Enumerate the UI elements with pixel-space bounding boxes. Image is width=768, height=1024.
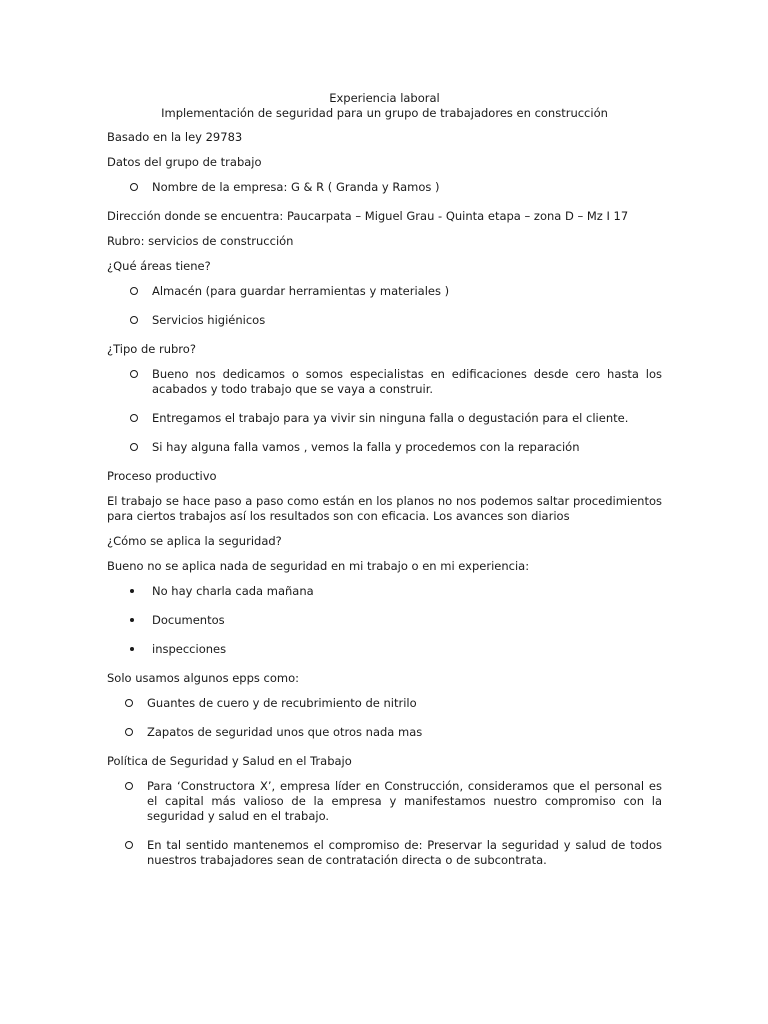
ring-bullet-icon — [125, 728, 133, 736]
seguridad-paragraph: Bueno no se aplica nada de seguridad en mi trabajo o en mi experiencia: — [107, 559, 530, 573]
ring-bullet-icon — [125, 841, 133, 849]
list-item — [107, 367, 662, 397]
address-text: Dirección donde se encuentra: Paucarpata – Miguel Grau - Quinta etapa – zona D – Mz I 17 — [107, 209, 629, 223]
list-item — [107, 284, 662, 299]
section-heading-politica: Política de Seguridad y Salud en el Trabajo — [107, 754, 352, 768]
list-item-text: Entregamos el trabajo para ya vivir sin ninguna falla o degustación para el cliente. — [152, 411, 629, 425]
ring-bullet-icon — [130, 443, 138, 451]
ring-bullet-icon — [130, 287, 138, 295]
tipo-list — [107, 367, 662, 455]
ring-bullet-icon — [130, 414, 138, 422]
list-item — [107, 613, 662, 628]
epps-list — [107, 696, 662, 740]
dot-bullet-icon — [130, 618, 134, 622]
section-heading-datos: Datos del grupo de trabajo — [107, 155, 262, 169]
list-item-text: Servicios higiénicos — [152, 313, 266, 327]
section-heading-proceso: Proceso productivo — [107, 469, 217, 483]
ring-bullet-icon — [125, 782, 133, 790]
list-item — [107, 584, 662, 599]
list-item-text: Zapatos de seguridad unos que otros nada mas — [147, 725, 423, 739]
dot-bullet-icon — [130, 589, 134, 593]
document-title: Experiencia laboral — [329, 91, 440, 105]
list-item-text: Almacén (para guardar herramientas y materiales ) — [152, 284, 450, 298]
section-heading-seguridad: ¿Cómo se aplica la seguridad? — [107, 534, 282, 548]
list-item-text: En tal sentido mantenemos el compromiso de: Preservar la seguridad y salud de todos nuestros trabajadores sean de contratación directa o de subcontrata. — [147, 838, 662, 867]
list-item-text: inspecciones — [152, 642, 227, 656]
areas-list — [107, 284, 662, 328]
ring-bullet-icon — [130, 316, 138, 324]
list-item — [107, 725, 662, 740]
list-item-text: Si hay alguna falla vamos , vemos la falla y procedemos con la reparación — [152, 440, 580, 454]
list-item — [107, 642, 662, 657]
list-item-text: Para ‘Constructora X’, empresa líder en Construcción, consideramos que el personal es el capital más valioso de la empresa y manifestamos nuestro compromiso con la seguridad y salud en el trabajo. — [147, 779, 662, 823]
ring-bullet-icon — [130, 370, 138, 378]
section-heading-tipo: ¿Tipo de rubro? — [107, 342, 196, 356]
title-block — [107, 91, 662, 121]
list-item — [107, 838, 662, 868]
list-item — [107, 696, 662, 711]
list-item-text: Documentos — [152, 613, 225, 627]
ring-bullet-icon — [125, 699, 133, 707]
list-item-text: Guantes de cuero y de recubrimiento de nitrilo — [147, 696, 417, 710]
epps-intro: Solo usamos algunos epps como: — [107, 671, 300, 685]
proceso-paragraph: El trabajo se hace paso a paso como están en los planos no nos podemos saltar procedimientos para ciertos trabajos así los resultados son con eficacia. Los avances son diarios — [107, 494, 662, 523]
list-item — [107, 313, 662, 328]
list-item — [107, 440, 662, 455]
law-reference: Basado en la ley 29783 — [107, 130, 243, 144]
rubro-text: Rubro: servicios de construcción — [107, 234, 294, 248]
list-item — [107, 180, 662, 195]
list-item-text: Nombre de la empresa: G & R ( Granda y Ramos ) — [152, 180, 440, 194]
list-item — [107, 411, 662, 426]
dot-bullet-icon — [130, 647, 134, 651]
seguridad-list — [107, 584, 662, 657]
list-item-text: No hay charla cada mañana — [152, 584, 314, 598]
ring-bullet-icon — [130, 183, 138, 191]
company-list — [107, 180, 662, 195]
document-subtitle: Implementación de seguridad para un grupo de trabajadores en construcción — [161, 106, 608, 120]
list-item-text: Bueno nos dedicamos o somos especialistas en edificaciones desde cero hasta los acabados y todo trabajo que se vaya a construir. — [152, 367, 662, 396]
section-heading-areas: ¿Qué áreas tiene? — [107, 259, 211, 273]
list-item — [107, 779, 662, 824]
politica-list — [107, 779, 662, 868]
